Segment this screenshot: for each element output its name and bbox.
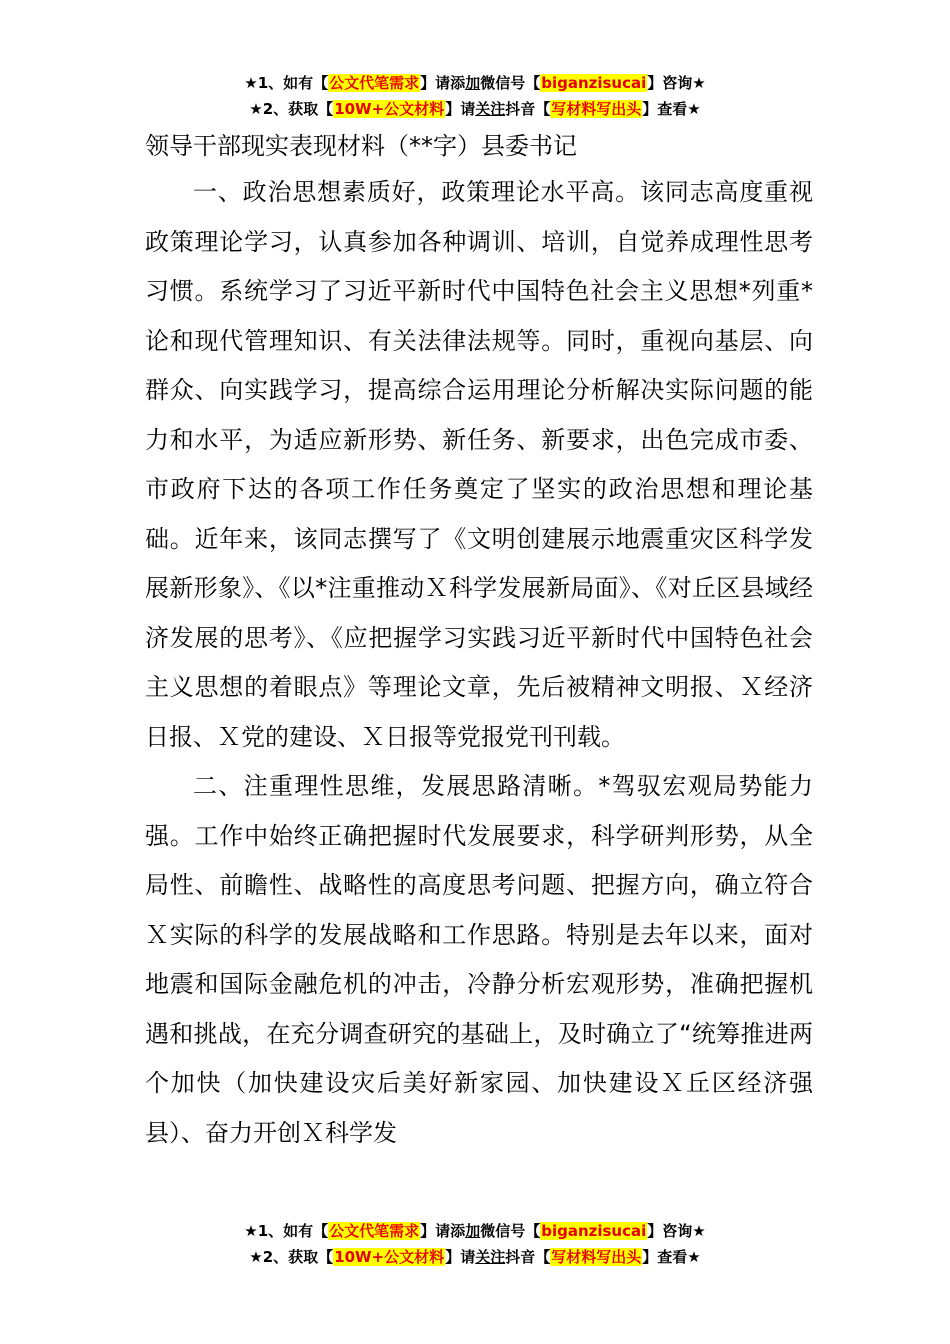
- promo-text: 】咨询★: [647, 74, 706, 92]
- promo-text: 】请: [445, 100, 476, 118]
- promo-underlined-text: 加: [465, 1222, 481, 1240]
- promo-line-1: [0, 70, 950, 96]
- paragraph-heading: 二、注重理性思维，发展思路清晰。: [193, 772, 599, 800]
- paragraph-heading: 一、政治思想素质好，政策理论水平高。: [193, 178, 640, 206]
- promo-text: 】查看★: [642, 1248, 701, 1266]
- promo-text: 】请: [445, 1248, 476, 1266]
- promo-text: 微信号【: [480, 1222, 541, 1240]
- promo-text: 】咨询★: [647, 1222, 706, 1240]
- promo-highlight: biganzisucai: [541, 1222, 647, 1240]
- promo-highlight: biganzisucai: [541, 74, 647, 92]
- promo-highlight: 公文代笔需求: [329, 1222, 420, 1240]
- promo-line-2: [0, 96, 950, 122]
- promo-highlight: 10W+公文材料: [334, 100, 445, 118]
- paragraph-2: [145, 762, 813, 1158]
- promo-banner-top: [0, 70, 950, 122]
- promo-banner-bottom: [0, 1218, 950, 1270]
- promo-text: 】请添: [420, 74, 466, 92]
- promo-highlight: 写材料写出头: [551, 1248, 642, 1266]
- paragraph-text: *驾驭宏观局势能力强。工作中始终正确把握时代发展要求，科学研判形势，从全局性、前瞻性、战略性的高度思考问题、把握方向，确立符合Ｘ实际的科学的发展战略和工作思路。特别是去年以来，面对地震和国际金融危机的冲击，冷静分析宏观形势，准确把握机遇和挑战，在充分调查研究的基础上，及时确立了“统筹推进两个加快（加快建设灾后美好新家园、加快建设Ｘ丘区经济强县）、奋力开创Ｘ科学发: [145, 772, 814, 1147]
- paragraph-text: 该同志高度重视政策理论学习，认真参加各种调训、培训，自觉养成理性思考习惯。系统学习了习近平新时代中国特色社会主义思想*列重*论和现代管理知识、有关法律法规等。同时，重视向基层、向群众、向实践学习，提高综合运用理论分析解决实际问题的能力和水平，为适应新形势、新任务、新要求，出色完成市委、市政府下达的各项工作任务奠定了坚实的政治思想和理论基础。近年来，该同志撰写了《文明创建展示地震重灾区科学发展新形象》、《以*注重推动Ｘ科学发展新局面》、《对丘区县域经济发展的思考》、《应把握学习实践习近平新时代中国特色社会主义思想的着眼点》等理论文章，先后被精神文明报、Ｘ经济日报、Ｘ党的建设、Ｘ日报等党报党刊刊载。: [145, 178, 813, 751]
- document-body: [145, 124, 813, 1158]
- promo-highlight: 写材料写出头: [551, 100, 642, 118]
- paragraph-1: [145, 168, 813, 762]
- promo-text: 】查看★: [642, 100, 701, 118]
- promo-text: ★2、获取【: [249, 100, 334, 118]
- promo-underlined-text: 关注: [475, 100, 506, 118]
- promo-text: ★2、获取【: [249, 1248, 334, 1266]
- promo-line-2: [0, 1244, 950, 1270]
- promo-text: 】请添: [420, 1222, 466, 1240]
- promo-text: 抖音【: [505, 100, 551, 118]
- promo-highlight: 公文代笔需求: [329, 74, 420, 92]
- promo-text: 抖音【: [505, 1248, 551, 1266]
- promo-text: ★1、如有【: [244, 1222, 329, 1240]
- promo-underlined-text: 加: [465, 74, 481, 92]
- promo-text: ★1、如有【: [244, 74, 329, 92]
- document-title: 领导干部现实表现材料（**字）县委书记: [145, 132, 577, 160]
- promo-underlined-text: 关注: [475, 1248, 506, 1266]
- promo-line-1: [0, 1218, 950, 1244]
- promo-text: 微信号【: [480, 74, 541, 92]
- promo-highlight: 10W+公文材料: [334, 1248, 445, 1266]
